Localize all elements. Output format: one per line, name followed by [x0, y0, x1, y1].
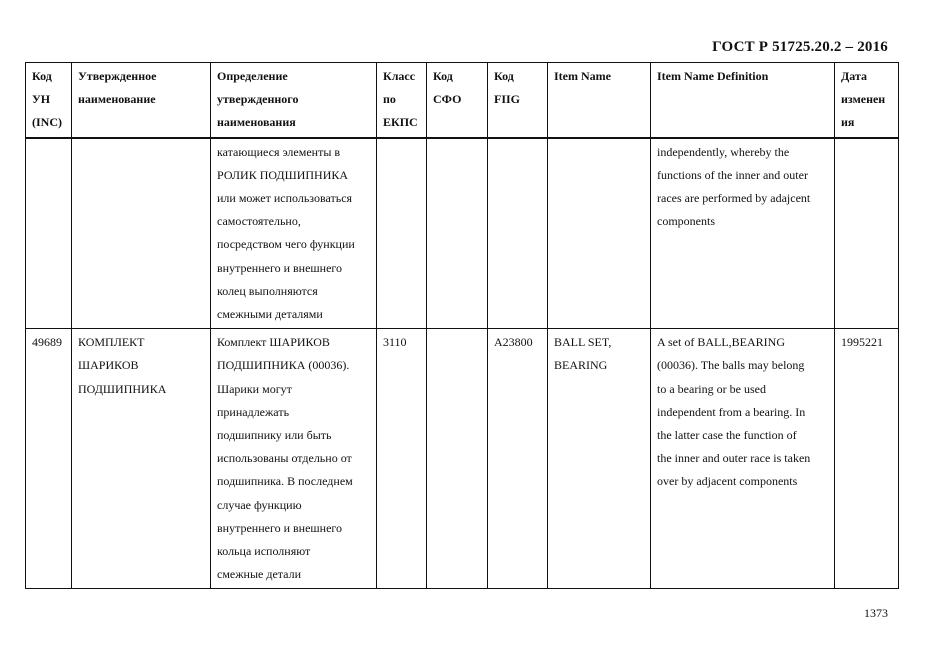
- text-line: Код: [433, 69, 453, 83]
- text-line: СФО: [433, 92, 462, 107]
- text-line: A set of BALL,BEARING: [657, 335, 785, 350]
- text-line: independently, whereby the: [657, 144, 790, 159]
- column-header-definition: [211, 63, 377, 138]
- table-cell-empty: [488, 138, 548, 329]
- text-line: случае функцию: [217, 497, 302, 512]
- column-header-inc: [26, 63, 72, 138]
- text-line: ПОДШИПНИКА (00036).: [217, 358, 350, 373]
- page-number: 1373: [864, 606, 888, 620]
- text-line: (INC): [32, 115, 62, 130]
- table-cell-definition-ru: [211, 138, 377, 329]
- text-line: смежными деталями: [217, 307, 323, 322]
- text-line: ПОДШИПНИКА: [78, 381, 167, 396]
- text-line: или может использоваться: [217, 191, 353, 206]
- text-line: подшипника. В последнем: [217, 474, 353, 489]
- text-line: to a bearing or be used: [657, 381, 766, 396]
- text-line: наименования: [217, 115, 296, 130]
- table-row: [26, 329, 899, 589]
- text-line: принадлежать: [217, 404, 290, 419]
- text-line: Item Name: [554, 69, 611, 83]
- table-cell-definition-en: [651, 329, 835, 589]
- text-line: BEARING: [554, 358, 608, 373]
- text-line: ШАРИКОВ: [78, 358, 139, 373]
- text-line: использованы отдельно от: [217, 451, 352, 466]
- text-line: ЕКПС: [383, 115, 418, 130]
- text-line: over by adjacent components: [657, 474, 798, 489]
- text-line: катающиеся элементы в: [217, 144, 341, 159]
- column-header-sfo-code: [427, 63, 488, 138]
- text-line: Утвержденное: [78, 69, 157, 83]
- document-header: ГОСТ Р 51725.20.2 – 2016: [712, 39, 888, 55]
- text-line: КОМПЛЕКТ: [78, 335, 145, 350]
- text-line: колец выполняются: [217, 283, 318, 298]
- table-row-continued: [26, 138, 899, 329]
- text-line: Код: [32, 69, 52, 83]
- text-line: Класс: [383, 69, 416, 83]
- text-line: independent from a bearing. In: [657, 404, 806, 419]
- table-cell-empty: [377, 138, 427, 329]
- column-header-change-date: [835, 63, 899, 138]
- text-line: functions of the inner and outer: [657, 167, 808, 182]
- text-line: смежные детали: [217, 567, 302, 582]
- column-header-item-name: [548, 63, 651, 138]
- table-cell-inc: 49689: [26, 329, 72, 589]
- table-cell-item-name: [548, 329, 651, 589]
- text-line: Дата: [841, 69, 867, 83]
- text-line: утвержденного: [217, 92, 299, 107]
- text-line: наименование: [78, 92, 156, 107]
- table-cell-empty: [548, 138, 651, 329]
- text-line: components: [657, 214, 715, 229]
- text-line: по: [383, 92, 396, 107]
- text-line: внутреннего и внешнего: [217, 520, 343, 535]
- text-line: Комплект ШАРИКОВ: [217, 335, 330, 350]
- table-cell-fiig: A23800: [488, 329, 548, 589]
- text-line: УН: [32, 92, 51, 107]
- text-line: изменен: [841, 92, 886, 107]
- column-header-fiig-code: [488, 63, 548, 138]
- text-line: FIIG: [494, 92, 521, 107]
- text-line: races are performed by adajcent: [657, 191, 811, 206]
- text-line: кольца исполняют: [217, 544, 311, 559]
- text-line: Item Name Definition: [657, 69, 769, 83]
- column-header-approved-name: [72, 63, 211, 138]
- table-cell-definition-ru: [211, 329, 377, 589]
- table-header-row: [26, 63, 899, 138]
- column-header-item-name-definition: [651, 63, 835, 138]
- text-line: подшипнику или быть: [217, 428, 332, 443]
- table-cell-definition-en: [651, 138, 835, 329]
- classification-table: [25, 62, 899, 589]
- column-header-ekps-class: [377, 63, 427, 138]
- text-line: (00036). The balls may belong: [657, 358, 805, 373]
- table-cell-empty: [427, 138, 488, 329]
- text-line: the inner and outer race is taken: [657, 451, 811, 466]
- table-cell-sfo: [427, 329, 488, 589]
- table-cell-empty: [26, 138, 72, 329]
- text-line: Шарики могут: [217, 381, 292, 396]
- table-cell-ekps: 3110: [377, 329, 427, 589]
- text-line: внутреннего и внешнего: [217, 260, 343, 275]
- text-line: посредством чего функции: [217, 237, 355, 252]
- table-cell-date: 1995221: [835, 329, 899, 589]
- table-cell-empty: [72, 138, 211, 329]
- text-line: Код: [494, 69, 514, 83]
- table-cell-name-ru: [72, 329, 211, 589]
- text-line: Определение: [217, 69, 288, 83]
- table-cell-empty: [835, 138, 899, 329]
- text-line: ия: [841, 115, 855, 130]
- text-line: РОЛИК ПОДШИПНИКА: [217, 167, 349, 182]
- text-line: BALL SET,: [554, 335, 612, 350]
- text-line: самостоятельно,: [217, 214, 301, 229]
- text-line: the latter case the function of: [657, 428, 797, 443]
